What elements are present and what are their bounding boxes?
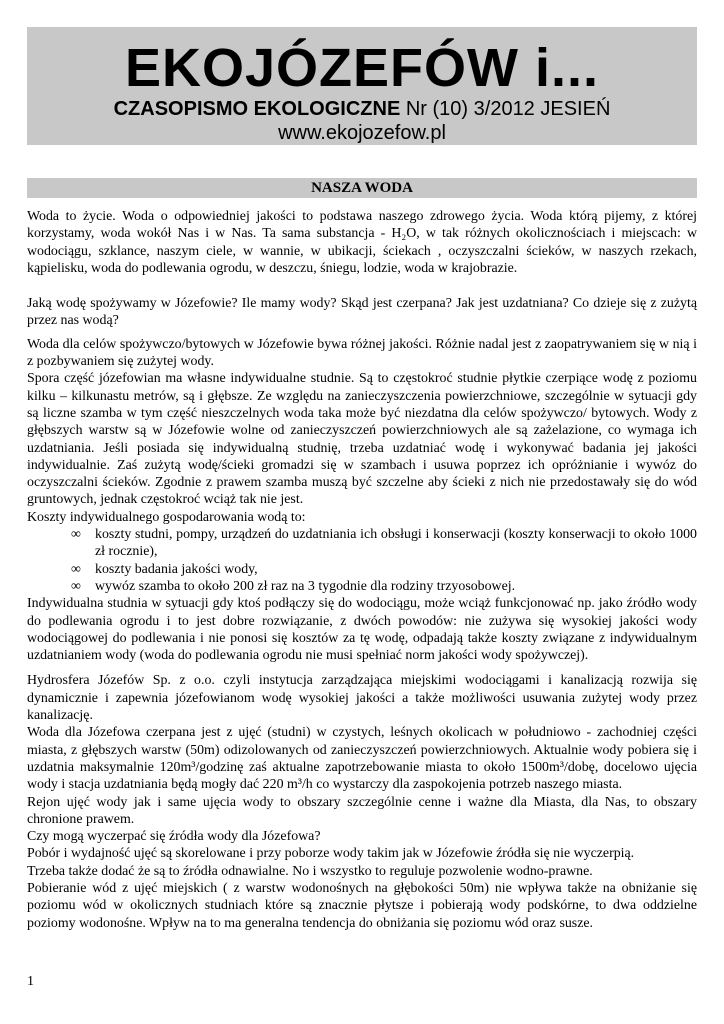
- magazine-name: CZASOPISMO EKOLOGICZNE: [113, 98, 401, 120]
- infinity-bullet-icon: ∞: [71, 561, 81, 577]
- magazine-subtitle: [27, 97, 697, 121]
- masthead: [27, 27, 697, 145]
- issue-number: Nr (10) 3/2012 JESIEŃ: [400, 98, 611, 120]
- paragraph-quality-1: Woda dla celów spożywczo/bytowych w Józefowie bywa różnej jakości. Różnie nadal jest z zaopatrywaniem się w nią i z pozbywaniem się zużytej wody.: [27, 336, 697, 370]
- paragraph-depletion-question: Czy mogą wyczerpać się źródła wody dla Józefowa?: [27, 829, 321, 845]
- costs-intro: Koszty indywidualnego gospodarowania wodą to:: [27, 509, 306, 525]
- paragraph-quality-2: Spora część józefowian ma własne indywidualne studnie. Są to częstokroć studnie płytkie czerpiące wodę z poziomu kilku – kilkunastu metrów, są i głębsze. Ze względu na zanieczyszczenia powierzchniowe, szczególnie w sytuacji gdy są liczne szamba w tym część nieszczelnych woda taka może być niezdatna dla celów spożywczo/ bytowych. Wody z głębszych warstw są w Józefowie wolne od zanieczyszczeń powierzchniowych ale są zażelazione, co wymaga ich uzdatniania. Jeśli posiada się indywidualną studnię, trzeba uzdatniać wodę i wykonywać badania jej jakości indywidualnie. Zaś zużytą wodę/ścieki gromadzi się w szambach i usuwa poprzez ich opróżnianie i wywóz do oczyszczalni ścieków. Zgodnie z prawem szamba muszą być szczelne aby ścieki z nich nie przedostawały się do wód gruntowych, jednak częstokroć wciąż tak nie jest.: [27, 371, 697, 508]
- paragraph-intakes: Woda dla Józefowa czerpana jest z ujęć (studni) w czystych, leśnych okolicach w południowo - zachodniej części miasta, z głębszych warstw (50m) odizolowanych od zanieczyszczeń powierzchniowych. Aktualnie wody pobiera się i uzdatnia maksymalnie 120m³/godzinę zaś aktualne zapotrzebowanie miasta to około 1500m³/dobę, docelowo ujęcia wody i stacja uzdatniania będą mogły dać 220 m³/h co wystarczy dla zaspokojenia potrzeb naszego miasta.: [27, 725, 697, 793]
- paragraph-protection: Rejon ujęć wody jak i same ujęcia wody to obszary szczególnie cenne i ważne dla Miasta, dla Nas, to obszary chronione prawem.: [27, 794, 697, 827]
- paragraph-hydrosfera: Hydrosfera Józefów Sp. z o.o. czyli instytucja zarządzająca miejskimi wodociągami i kanalizacją rozwija się dynamicznie i zapewnia józefowianom wodę wysokiej jakości a także możliwości usuwania zużytej wody przez kanalizację.: [27, 673, 697, 724]
- paragraph-renewable: Trzeba także dodać że są to źródła odnawialne. No i wszystko to reguluje pozwolenie wodno-prawne.: [27, 863, 593, 879]
- paragraph-intro: Woda to życie. Woda o odpowiedniej jakości to podstawa naszego zdrowego życia. Woda którą pijemy, z której korzystamy, woda wokół Nas i w Nas. Ta sama substancja - H₂O, w tak różnych okolicznościach i miejscach: w wodociągu, szklance, naszym ciele, w wannie, w ubikacji, ściekach , oczyszczalni ścieków, w naszych rzekach, kąpielisku, woda do podlewania ogrodu, w deszczu, śniegu, lodzie, woda w krajobrazie.: [27, 209, 697, 276]
- list-item: ∞ koszty studni, pompy, urządzeń do uzdatniania ich obsługi i konserwacji (koszty konserwacji to około 1000 zł rocznie),: [71, 527, 697, 560]
- list-item: ∞ koszty badania jakości wody,: [71, 561, 258, 577]
- article-body: [27, 208, 697, 932]
- paragraph-questions: Jaką wodę spożywamy w Józefowie? Ile mamy wody? Skąd jest czerpana? Jak jest uzdatniana? Co dzieje się z zużytą przez nas wodą?: [27, 296, 697, 329]
- page-number: 1: [27, 974, 34, 989]
- section-heading: NASZA WODA: [27, 178, 697, 198]
- paragraph-groundwater: Pobieranie wód z ujęć miejskich ( z warstw wodonośnych na głębokości 50m) nie wpływa także na obniżanie się poziomu wód w okolicznych studniach które są znacznie płytsze i pobierają wody podskórne, to dwa oddzielne poziomy wodonośne. Wpływ na to ma generalna tendencja do obniżania się poziomu wód oraz susze.: [27, 880, 697, 931]
- costs-list: [27, 526, 697, 595]
- website-url[interactable]: www.ekojozefow.pl: [278, 122, 446, 144]
- infinity-bullet-icon: ∞: [71, 578, 81, 594]
- magazine-title: EKOJÓZEFÓW i...: [124, 38, 600, 98]
- paragraph-depletion-answer: Pobór i wydajność ujęć są skorelowane i przy poborze wody takim jak w Józefowie źródła się nie wyczerpią.: [27, 846, 635, 862]
- paragraph-individual-well: Indywidualna studnia w sytuacji gdy ktoś podłączy się do wodociągu, może wciąż funkcjonować np. jako źródło wody do podlewania ogrodu i to jest dobre rozwiązanie, z dwóch powodów: nie zużywa się wysokiej jakości wody wodociągowej do podlewania i nie ponosi się kosztów za tę wodę, odpadają także koszty związane z indywidualnym uzdatnianiem wody (woda do podlewania ogrodu nie musi spełniać norm jakości wody spożywczej).: [27, 596, 697, 664]
- infinity-bullet-icon: ∞: [71, 527, 81, 543]
- list-item: ∞ wywóz szamba to około 200 zł raz na 3 tygodnie dla rodziny trzyosobowej.: [71, 578, 516, 594]
